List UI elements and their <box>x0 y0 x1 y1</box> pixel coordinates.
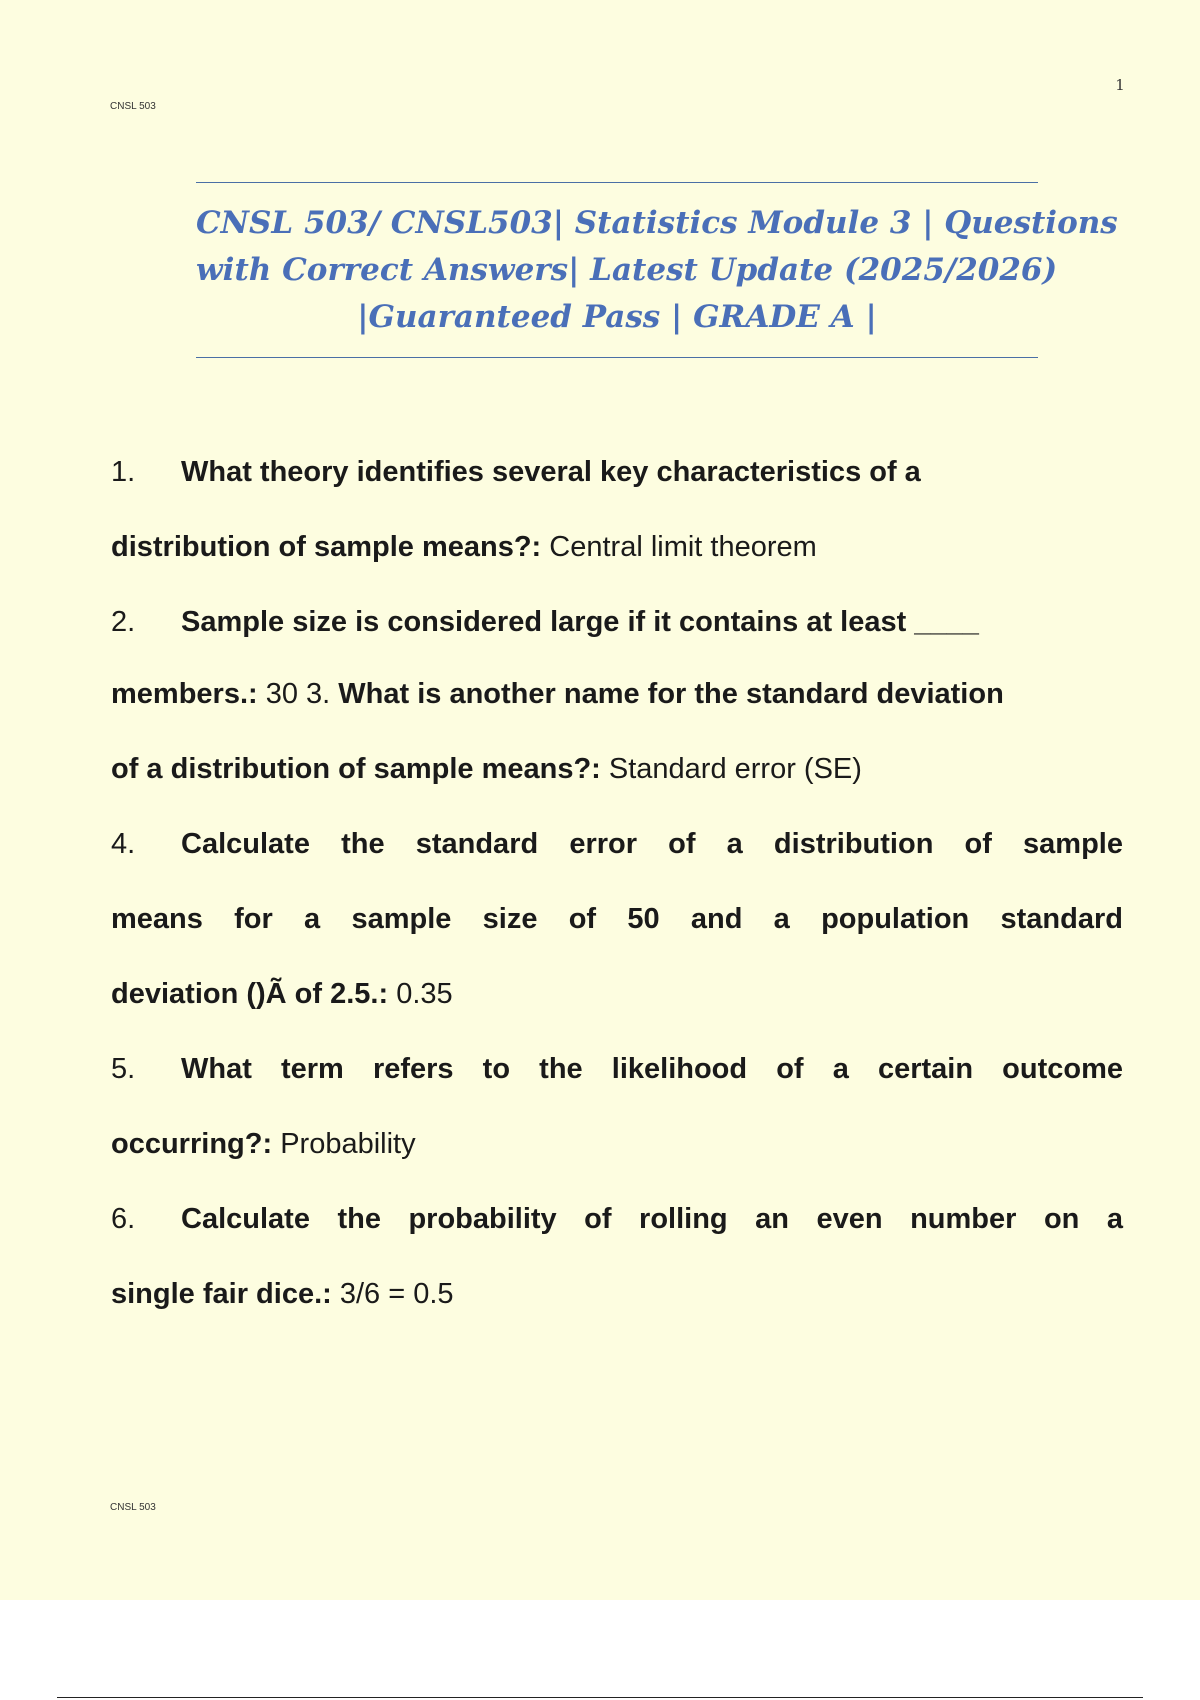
question-text: single fair dice.: <box>111 1278 332 1310</box>
list-item-1-line-2 <box>111 510 1123 585</box>
list-item-6-line-1 <box>111 1182 1123 1257</box>
title-line-1: CNSL 503/ CNSL503| Statistics Module 3 | Questions <box>196 205 1118 241</box>
answer-text: 30 3. <box>265 678 331 710</box>
list-item-2-line-2 <box>111 657 1123 732</box>
question-text: means for a sample size of 50 and a population standard <box>111 903 1123 935</box>
item-number: 2. <box>111 606 136 638</box>
list-item-2-line-1 <box>111 585 1123 660</box>
item-number: 1. <box>111 456 136 488</box>
running-header: CNSL 503 <box>110 101 156 112</box>
list-item-5-line-2 <box>111 1107 1123 1182</box>
running-footer: CNSL 503 <box>110 1502 156 1513</box>
list-item-3-line-2 <box>111 732 1123 807</box>
title-line-2: with Correct Answers| Latest Update (2025/2026) <box>196 252 1058 288</box>
next-page-rule <box>57 1697 1143 1698</box>
question-text: What is another name for the standard deviation <box>338 678 1004 710</box>
item-number: 4. <box>111 828 136 860</box>
list-item-6-line-2 <box>111 1257 1123 1332</box>
title-line-3: |Guaranteed Pass | GRADE A | <box>357 299 877 335</box>
question-text: What theory identifies several key characteristics of a <box>181 456 921 488</box>
list-item-4-line-2 <box>111 882 1123 957</box>
question-text: members.: <box>111 678 258 710</box>
answer-text: Probability <box>280 1128 416 1160</box>
answer-text: 0.35 <box>396 978 453 1010</box>
title-bottom-rule <box>196 357 1038 358</box>
list-item-5-line-1 <box>111 1032 1123 1107</box>
answer-text: 3/6 = 0.5 <box>339 1278 454 1310</box>
list-item-4-line-3 <box>111 957 1123 1032</box>
question-text: What term refers to the likelihood of a certain outcome <box>181 1053 1123 1085</box>
list-item-4-line-1 <box>111 807 1123 882</box>
question-text: of a distribution of sample means?: <box>111 753 601 785</box>
title-top-rule <box>196 182 1038 183</box>
answer-text: Standard error (SE) <box>608 753 862 785</box>
item-number: 5. <box>111 1053 136 1085</box>
answer-text: Central limit theorem <box>549 531 817 563</box>
document-title <box>196 200 1118 341</box>
question-text: Calculate the probability of rolling an even number on a <box>181 1203 1123 1235</box>
question-text: Calculate the standard error of a distribution of sample <box>181 828 1123 860</box>
question-text: distribution of sample means?: <box>111 531 542 563</box>
list-item-1-line-1 <box>111 435 1123 510</box>
question-text: Sample size is considered large if it contains at least ____ <box>181 606 979 638</box>
page-number: 1 <box>1115 76 1125 94</box>
item-number: 6. <box>111 1203 136 1235</box>
question-text: deviation ()Ã of 2.5.: <box>111 978 389 1010</box>
question-text: occurring?: <box>111 1128 273 1160</box>
